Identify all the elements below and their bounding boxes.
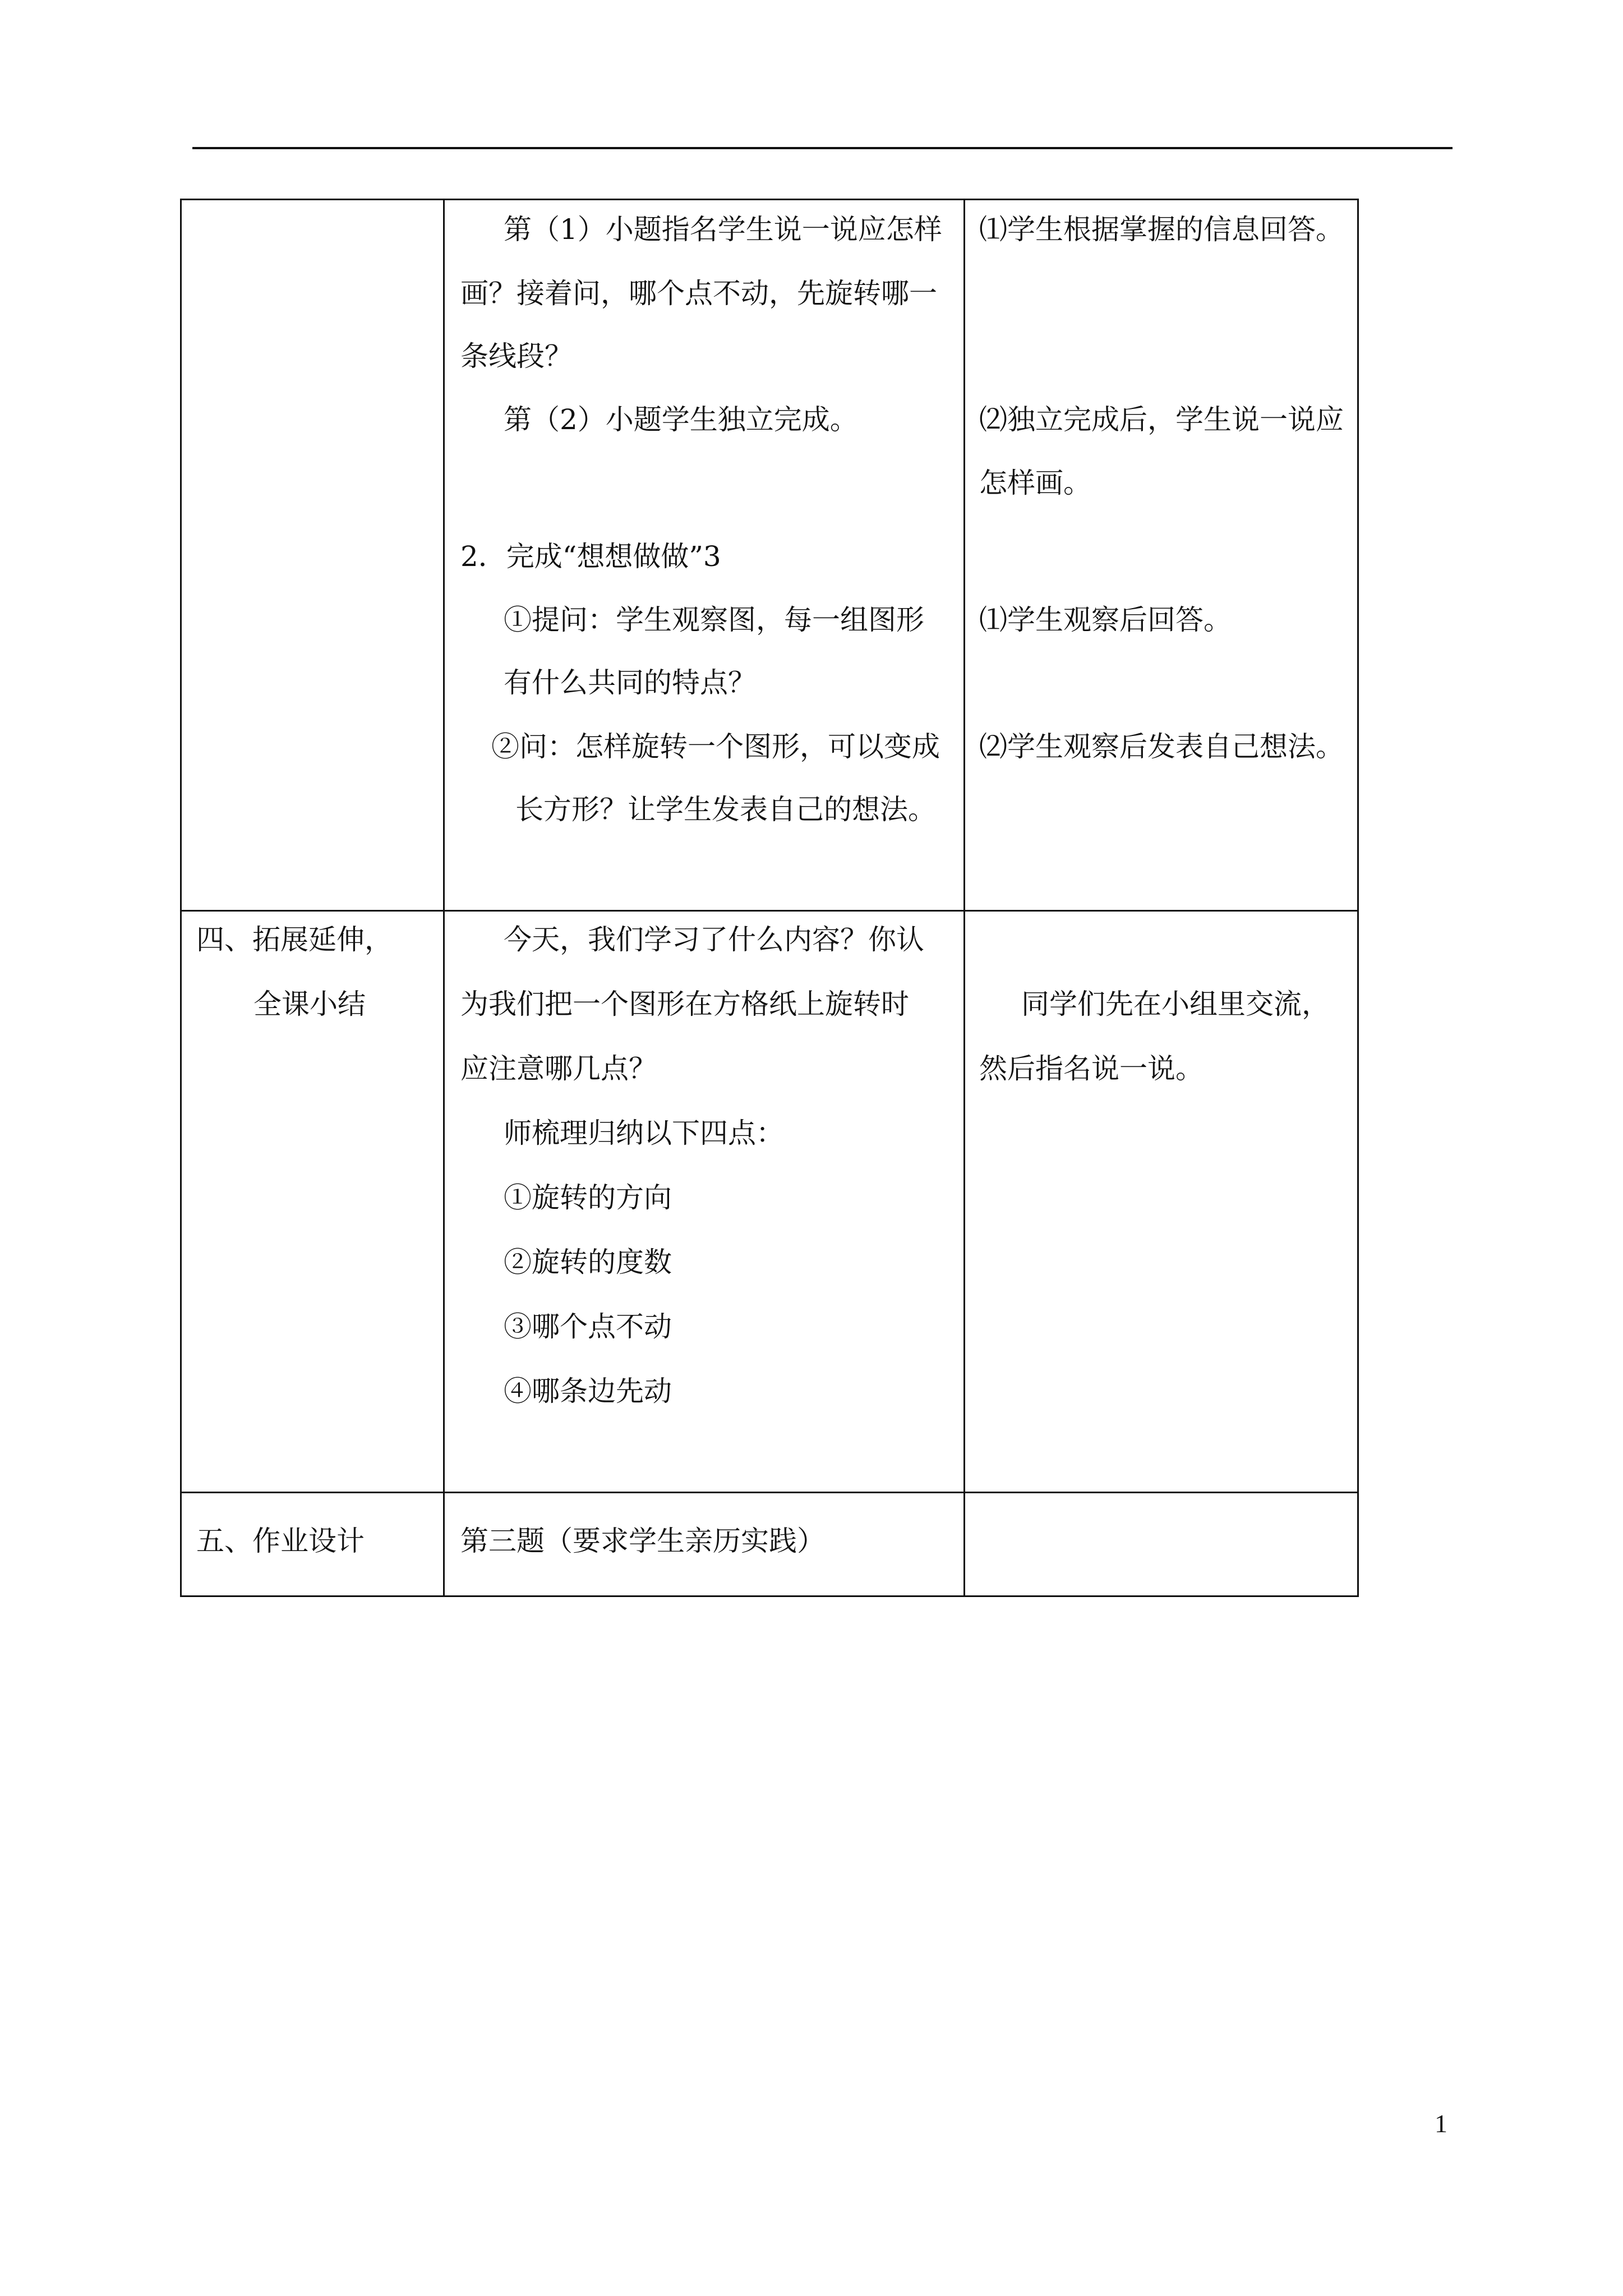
text-line: ⑴学生观察后回答。: [979, 604, 1232, 636]
text-line: ④哪条边先动: [504, 1375, 672, 1407]
stage-cell: [181, 200, 444, 911]
text-line: 长方形？让学生发表自己的想法。: [515, 793, 936, 826]
header-rule: [192, 147, 1453, 149]
text-line: 为我们把一个图形在方格纸上旋转时: [460, 988, 909, 1020]
student-activity-cell: [965, 200, 1358, 911]
text-line: ②问：怎样旋转一个图形，可以变成: [491, 730, 940, 763]
text-line: 第（2）小题学生独立完成。: [504, 403, 858, 436]
text-line: ⑴学生根据掌握的信息回答。: [979, 213, 1344, 246]
text-line: ①提问：学生观察图，每一组图形: [504, 604, 924, 636]
text-line: 师梳理归纳以下四点：: [504, 1117, 784, 1149]
teacher-activity-cell: [444, 1493, 965, 1596]
text-line: ⑵学生观察后发表自己想法。: [979, 730, 1344, 763]
text-line: ⑵独立完成后，学生说一说应: [979, 403, 1344, 436]
page-number: 1: [1435, 2109, 1447, 2138]
text-line: 今天，我们学习了什么内容？你认: [504, 923, 924, 956]
text-line: 应注意哪几点？: [460, 1052, 657, 1085]
text-line: 全课小结: [253, 988, 366, 1020]
text-line: 第（1）小题指名学生说一说应怎样: [504, 213, 942, 246]
text-line: 条线段？: [460, 340, 573, 372]
student-activity-cell: [965, 1493, 1358, 1596]
text-line: 四、拓展延伸，: [196, 923, 393, 956]
text-line: 第三题（要求学生亲历实践）: [460, 1525, 825, 1557]
lesson-plan-table: [180, 199, 1359, 1597]
text-line: ③哪个点不动: [504, 1310, 672, 1343]
text-line: 画？接着问，哪个点不动，先旋转哪一: [460, 277, 937, 310]
text-line: 有什么共同的特点？: [504, 666, 756, 699]
table-row: [181, 200, 1358, 911]
table-row: [181, 911, 1358, 1493]
text-line: 怎样画。: [979, 467, 1091, 499]
teacher-activity-cell: [444, 911, 965, 1493]
stage-cell: [181, 1493, 444, 1596]
stage-cell: [181, 911, 444, 1493]
text-line: 五、作业设计: [196, 1525, 365, 1557]
text-line: ①旋转的方向: [504, 1181, 672, 1214]
student-activity-cell: [965, 911, 1358, 1493]
text-line: 然后指名说一说。: [979, 1052, 1204, 1085]
teacher-activity-cell: [444, 200, 965, 911]
text-line: 同学们先在小组里交流，: [1021, 988, 1330, 1020]
table-row: [181, 1493, 1358, 1596]
text-line: 2．完成“想想做做”3: [460, 540, 721, 573]
text-line: ②旋转的度数: [504, 1246, 672, 1278]
